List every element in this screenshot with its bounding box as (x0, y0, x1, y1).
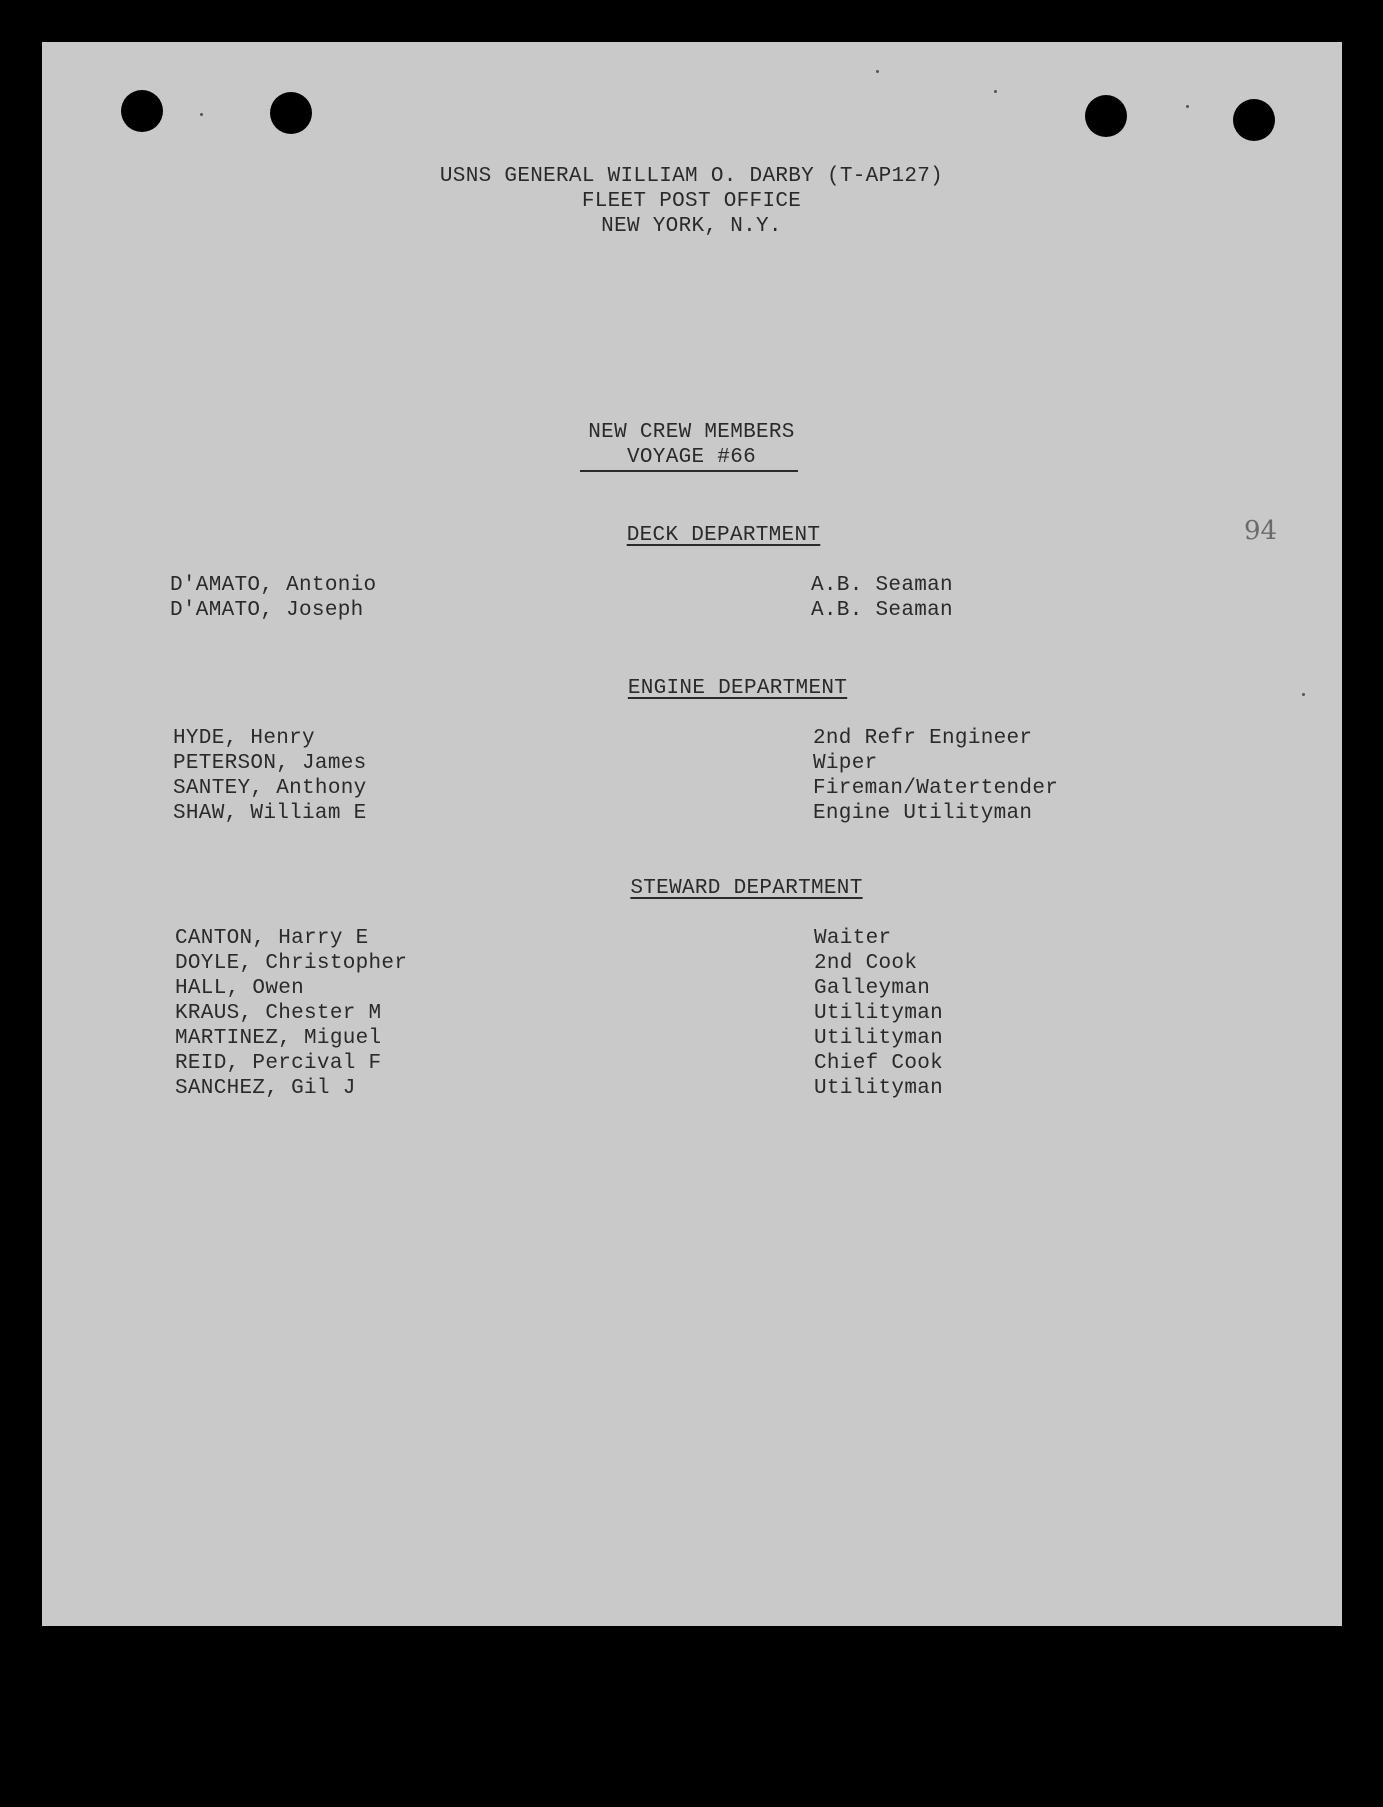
letterhead-line-3: NEW YORK, N.Y. (601, 215, 782, 238)
member-role: Utilityman (814, 1077, 944, 1100)
member-role: Fireman/Watertender (813, 777, 1059, 800)
page-number: 94 (1244, 516, 1278, 546)
member-name: MARTINEZ, Miguel (175, 1027, 382, 1050)
member-role: Utilityman (814, 1027, 944, 1050)
title-line-1: NEW CREW MEMBERS (588, 421, 795, 444)
member-role: Engine Utilityman (813, 802, 1033, 825)
member-name: SANCHEZ, Gil J (175, 1077, 356, 1100)
speck (200, 113, 203, 116)
speck (994, 90, 997, 93)
member-name: HYDE, Henry (173, 727, 315, 750)
dept-heading-engine: ENGINE DEPARTMENT (627, 677, 848, 700)
member-role: A.B. Seaman (811, 574, 953, 597)
letterhead-line-2: FLEET POST OFFICE (581, 190, 802, 213)
member-name: SANTEY, Anthony (173, 777, 367, 800)
document-page (42, 42, 1342, 1626)
dept-heading-deck: DECK DEPARTMENT (626, 524, 821, 547)
title-underline (580, 470, 798, 472)
speck (876, 70, 879, 73)
member-name: DOYLE, Christopher (175, 952, 408, 975)
member-name: D'AMATO, Joseph (170, 599, 364, 622)
member-role: A.B. Seaman (811, 599, 953, 622)
letterhead-line-1: USNS GENERAL WILLIAM O. DARBY (T-AP127) (439, 165, 944, 188)
speck (1186, 105, 1189, 108)
member-name: KRAUS, Chester M (175, 1002, 382, 1025)
member-name: CANTON, Harry E (175, 927, 369, 950)
punch-hole-left-2 (270, 92, 312, 134)
member-name: REID, Percival F (175, 1052, 382, 1075)
member-role: Galleyman (814, 977, 931, 1000)
member-role: 2nd Refr Engineer (813, 727, 1033, 750)
punch-hole-right-1 (1085, 95, 1127, 137)
member-role: Chief Cook (814, 1052, 944, 1075)
member-name: HALL, Owen (175, 977, 305, 1000)
member-role: Waiter (814, 927, 892, 950)
member-role: Wiper (813, 752, 878, 775)
member-role: Utilityman (814, 1002, 944, 1025)
member-name: PETERSON, James (173, 752, 367, 775)
member-name: SHAW, William E (173, 802, 367, 825)
member-name: D'AMATO, Antonio (170, 574, 377, 597)
title-line-2: VOYAGE #66 (626, 446, 757, 469)
punch-hole-right-2 (1233, 99, 1275, 141)
punch-hole-left-1 (121, 90, 163, 132)
dept-heading-steward: STEWARD DEPARTMENT (630, 877, 863, 900)
member-role: 2nd Cook (814, 952, 918, 975)
